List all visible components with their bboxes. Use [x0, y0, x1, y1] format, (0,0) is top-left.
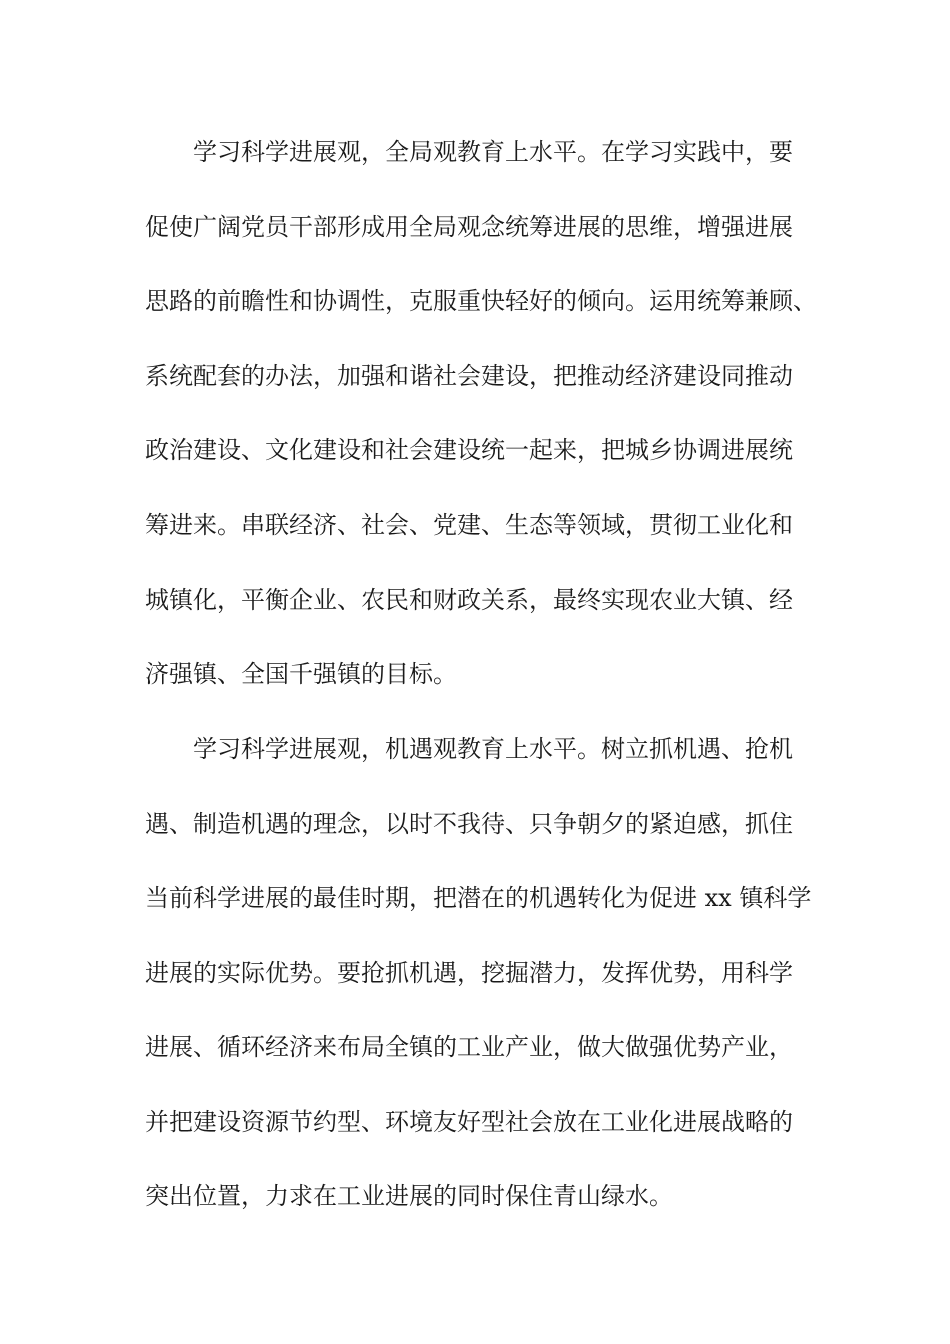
paragraph-2-line-7: 突出位置，力求在工业进展的同时保住青山绿水。 [145, 1182, 673, 1210]
paragraph-1-line-3: 思路的前瞻性和协调性，克服重快轻好的倾向。运用统筹兼顾、 [145, 287, 817, 315]
paragraph-1-line-6: 筹进来。串联经济、社会、党建、生态等领域，贯彻工业化和 [145, 511, 793, 539]
paragraph-2-line-5: 进展、循环经济来布局全镇的工业产业，做大做强优势产业， [145, 1033, 793, 1061]
paragraph-2-line-1: 学习科学进展观，机遇观教育上水平。树立抓机遇、抢机 [193, 735, 793, 763]
paragraph-1-line-1: 学习科学进展观，全局观教育上水平。在学习实践中，要 [193, 138, 793, 166]
paragraph-2-line-2: 遇、制造机遇的理念，以时不我待、只争朝夕的紧迫感，抓住 [145, 810, 793, 838]
paragraph-2-line-4: 进展的实际优势。要抢抓机遇，挖掘潜力，发挥优势，用科学 [145, 959, 793, 987]
paragraph-1-line-4: 系统配套的办法，加强和谐社会建设，把推动经济建设同推动 [145, 362, 793, 390]
paragraph-1-line-7: 城镇化，平衡企业、农民和财政关系，最终实现农业大镇、经 [145, 586, 793, 614]
paragraph-1-line-5: 政治建设、文化建设和社会建设统一起来，把城乡协调进展统 [145, 436, 793, 464]
paragraph-2-line-6: 并把建设资源节约型、环境友好型社会放在工业化进展战略的 [145, 1108, 793, 1136]
paragraph-1-line-8: 济强镇、全国千强镇的目标。 [145, 660, 457, 688]
paragraph-1-line-2: 促使广阔党员干部形成用全局观念统筹进展的思维，增强进展 [145, 213, 793, 241]
paragraph-2-line-3: 当前科学进展的最佳时期，把潜在的机遇转化为促进 xx 镇科学 [145, 884, 812, 912]
